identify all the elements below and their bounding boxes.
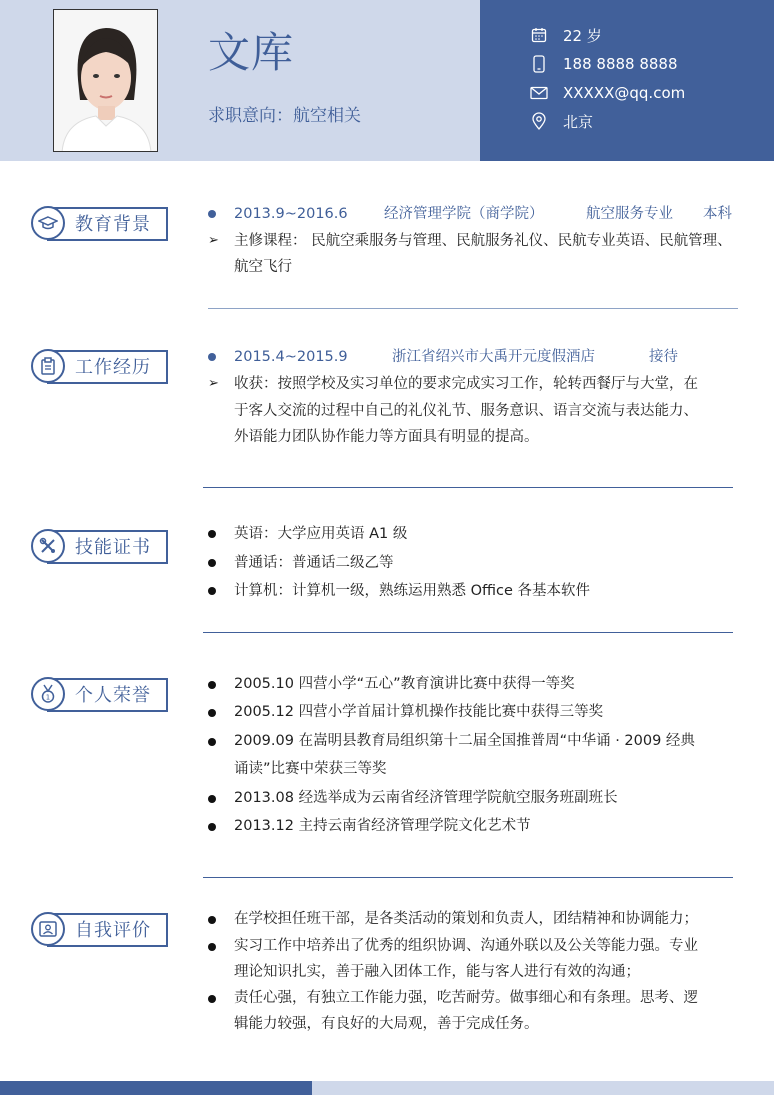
work-gain-line1: 收获：按照学校及实习单位的要求完成实习工作，轮转西餐厅与大堂，在: [234, 376, 698, 392]
section-title: 自我评价: [75, 920, 151, 941]
location-icon: [530, 112, 548, 130]
bullet: [208, 943, 216, 951]
edu-period: 2013.9~2016.6: [234, 206, 348, 222]
bullet: [208, 353, 216, 361]
self-eval-item: 责任心强，有独立工作能力强，吃苦耐劳。做事细心和有条理。思考、逻: [234, 990, 698, 1006]
clipboard-icon: [31, 349, 65, 383]
arrow-icon: ➢: [208, 376, 219, 391]
honor-item: 2005.12 四营小学首届计算机操作技能比赛中获得三等奖: [234, 704, 604, 720]
section-title: 技能证书: [75, 537, 151, 558]
bullet: [208, 587, 216, 595]
honor-item: 2005.10 四营小学“五心”教育演讲比赛中获得一等奖: [234, 676, 575, 692]
footer-bar-dark: [0, 1081, 312, 1095]
contact-age: [530, 24, 602, 46]
bullet: [208, 995, 216, 1003]
work-gain-line2: 于客人交流的过程中自己的礼仪礼节、服务意识、语言交流与表达能力、: [234, 403, 698, 419]
honor-item: 2013.08 经选举成为云南省经济管理学院航空服务班副班长: [234, 790, 618, 806]
bullet: [208, 738, 216, 746]
self-eval-item: 在学校担任班干部，是各类活动的策划和负责人，团结精神和协调能力；: [234, 911, 698, 927]
tools-icon: [31, 529, 65, 563]
section-education-tag: [31, 207, 165, 239]
job-intent: 求职意向：航空相关: [208, 106, 361, 126]
contact-phone: [530, 53, 678, 75]
footer-bar-light: [312, 1081, 774, 1095]
section-honors-tag: [31, 678, 165, 710]
medal-icon: [31, 677, 65, 711]
self-eval-item-cont: 理论知识扎实，善于融入团体工作，能与客人进行有效的沟通；: [234, 964, 640, 980]
bullet: [208, 916, 216, 924]
honor-item: 2013.12 主持云南省经济管理学院文化艺术节: [234, 818, 531, 834]
divider: [203, 877, 733, 878]
self-eval-item-cont: 辑能力较强，有良好的大局观，善于完成任务。: [234, 1016, 539, 1032]
section-work-tag: [31, 350, 165, 382]
profile-photo: [53, 9, 158, 152]
id-card-icon: [31, 912, 65, 946]
arrow-icon: ➢: [208, 233, 219, 248]
bullet: [208, 559, 216, 567]
section-title: 教育背景: [75, 214, 151, 235]
bullet: [208, 709, 216, 717]
mail-icon: [530, 84, 548, 102]
email-text: XXXXX@qq.com: [563, 84, 686, 102]
bullet: [208, 530, 216, 538]
skill-item: 普通话：普通话二级乙等: [234, 555, 394, 571]
section-title: 工作经历: [75, 357, 151, 378]
bullet: [208, 823, 216, 831]
honor-item-cont: 诵读”比赛中荣获三等奖: [234, 761, 387, 777]
candidate-name: 文库: [208, 28, 295, 77]
svg-text:1: 1: [45, 693, 51, 702]
work-company: 浙江省绍兴市大禹开元度假酒店: [392, 349, 595, 365]
location-text: 北京: [563, 112, 594, 131]
work-period: 2015.4~2015.9: [234, 349, 348, 365]
bullet: [208, 681, 216, 689]
self-eval-item: 实习工作中培养出了优秀的组织协调、沟通外联以及公关等能力强。专业: [234, 938, 698, 954]
graduation-cap-icon: [31, 206, 65, 240]
header-contact-panel: [480, 0, 774, 161]
work-position: 接待: [649, 349, 678, 365]
section-self-eval-tag: [31, 913, 165, 945]
skill-item: 计算机：计算机一级，熟练运用熟悉 Office 各基本软件: [234, 583, 591, 599]
divider: [208, 308, 738, 309]
contact-email: [530, 82, 685, 104]
edu-major: 航空服务专业: [586, 206, 673, 222]
divider: [203, 487, 733, 488]
section-title: 个人荣誉: [75, 685, 151, 706]
edu-courses-line1: 主修课程： 民航空乘服务与管理、民航服务礼仪、民航专业英语、民航管理、: [234, 233, 732, 249]
edu-degree: 本科: [703, 206, 732, 222]
age-text: 22 岁: [563, 26, 602, 45]
honor-item: 2009.09 在嵩明县教育局组织第十二届全国推普周“中华诵 · 2009 经典: [234, 733, 695, 749]
work-gain-line3: 外语能力团队协作能力等方面具有明显的提高。: [234, 429, 539, 445]
phone-text: 188 8888 8888: [563, 55, 678, 73]
section-skills-tag: [31, 530, 165, 562]
calendar-icon: [530, 26, 548, 44]
edu-courses-line2: 航空飞行: [234, 259, 292, 275]
bullet: [208, 795, 216, 803]
contact-location: [530, 110, 593, 132]
phone-icon: [530, 55, 548, 73]
divider: [203, 632, 733, 633]
edu-school: 经济管理学院（商学院）: [384, 206, 544, 222]
bullet: [208, 210, 216, 218]
skill-item: 英语：大学应用英语 A1 级: [234, 526, 408, 542]
